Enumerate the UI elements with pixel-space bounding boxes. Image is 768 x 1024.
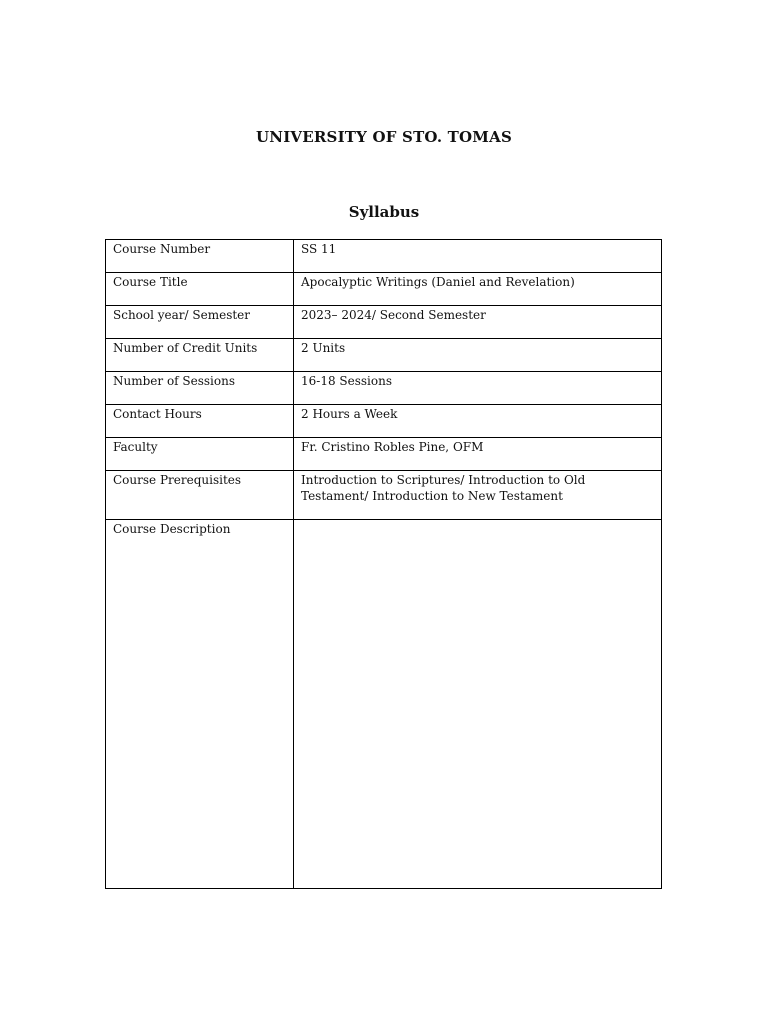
row-label: Number of Sessions xyxy=(106,372,294,405)
row-value xyxy=(294,520,662,889)
table-row-contact-hours xyxy=(106,405,662,438)
row-value: 2 Units xyxy=(294,339,662,372)
row-label: Course Prerequisites xyxy=(106,471,294,520)
row-label: Contact Hours xyxy=(106,405,294,438)
row-value: 2 Hours a Week xyxy=(294,405,662,438)
table-row-course-title xyxy=(106,273,662,306)
row-label: School year/ Semester xyxy=(106,306,294,339)
row-value: SS 11 xyxy=(294,240,662,273)
row-value: Apocalyptic Writings (Daniel and Revelation) xyxy=(294,273,662,306)
row-label: Course Title xyxy=(106,273,294,306)
institution-heading: UNIVERSITY OF STO. TOMAS xyxy=(256,128,512,146)
table-row-sessions xyxy=(106,372,662,405)
table-row-course-description xyxy=(106,520,662,889)
row-label: Faculty xyxy=(106,438,294,471)
row-value: Fr. Cristino Robles Pine, OFM xyxy=(294,438,662,471)
table-row-faculty xyxy=(106,438,662,471)
row-label: Course Number xyxy=(106,240,294,273)
table-row-school-year xyxy=(106,306,662,339)
row-label: Course Description xyxy=(106,520,294,889)
row-label: Number of Credit Units xyxy=(106,339,294,372)
row-value: 16-18 Sessions xyxy=(294,372,662,405)
table-row-course-number xyxy=(106,240,662,273)
document-title: Syllabus xyxy=(348,203,420,221)
row-value: Introduction to Scriptures/ Introduction to Old Testament/ Introduction to New Testament xyxy=(294,471,662,520)
row-value: 2023– 2024/ Second Semester xyxy=(294,306,662,339)
syllabus-table xyxy=(105,239,662,889)
table-row-prerequisites xyxy=(106,471,662,520)
table-row-credit-units xyxy=(106,339,662,372)
